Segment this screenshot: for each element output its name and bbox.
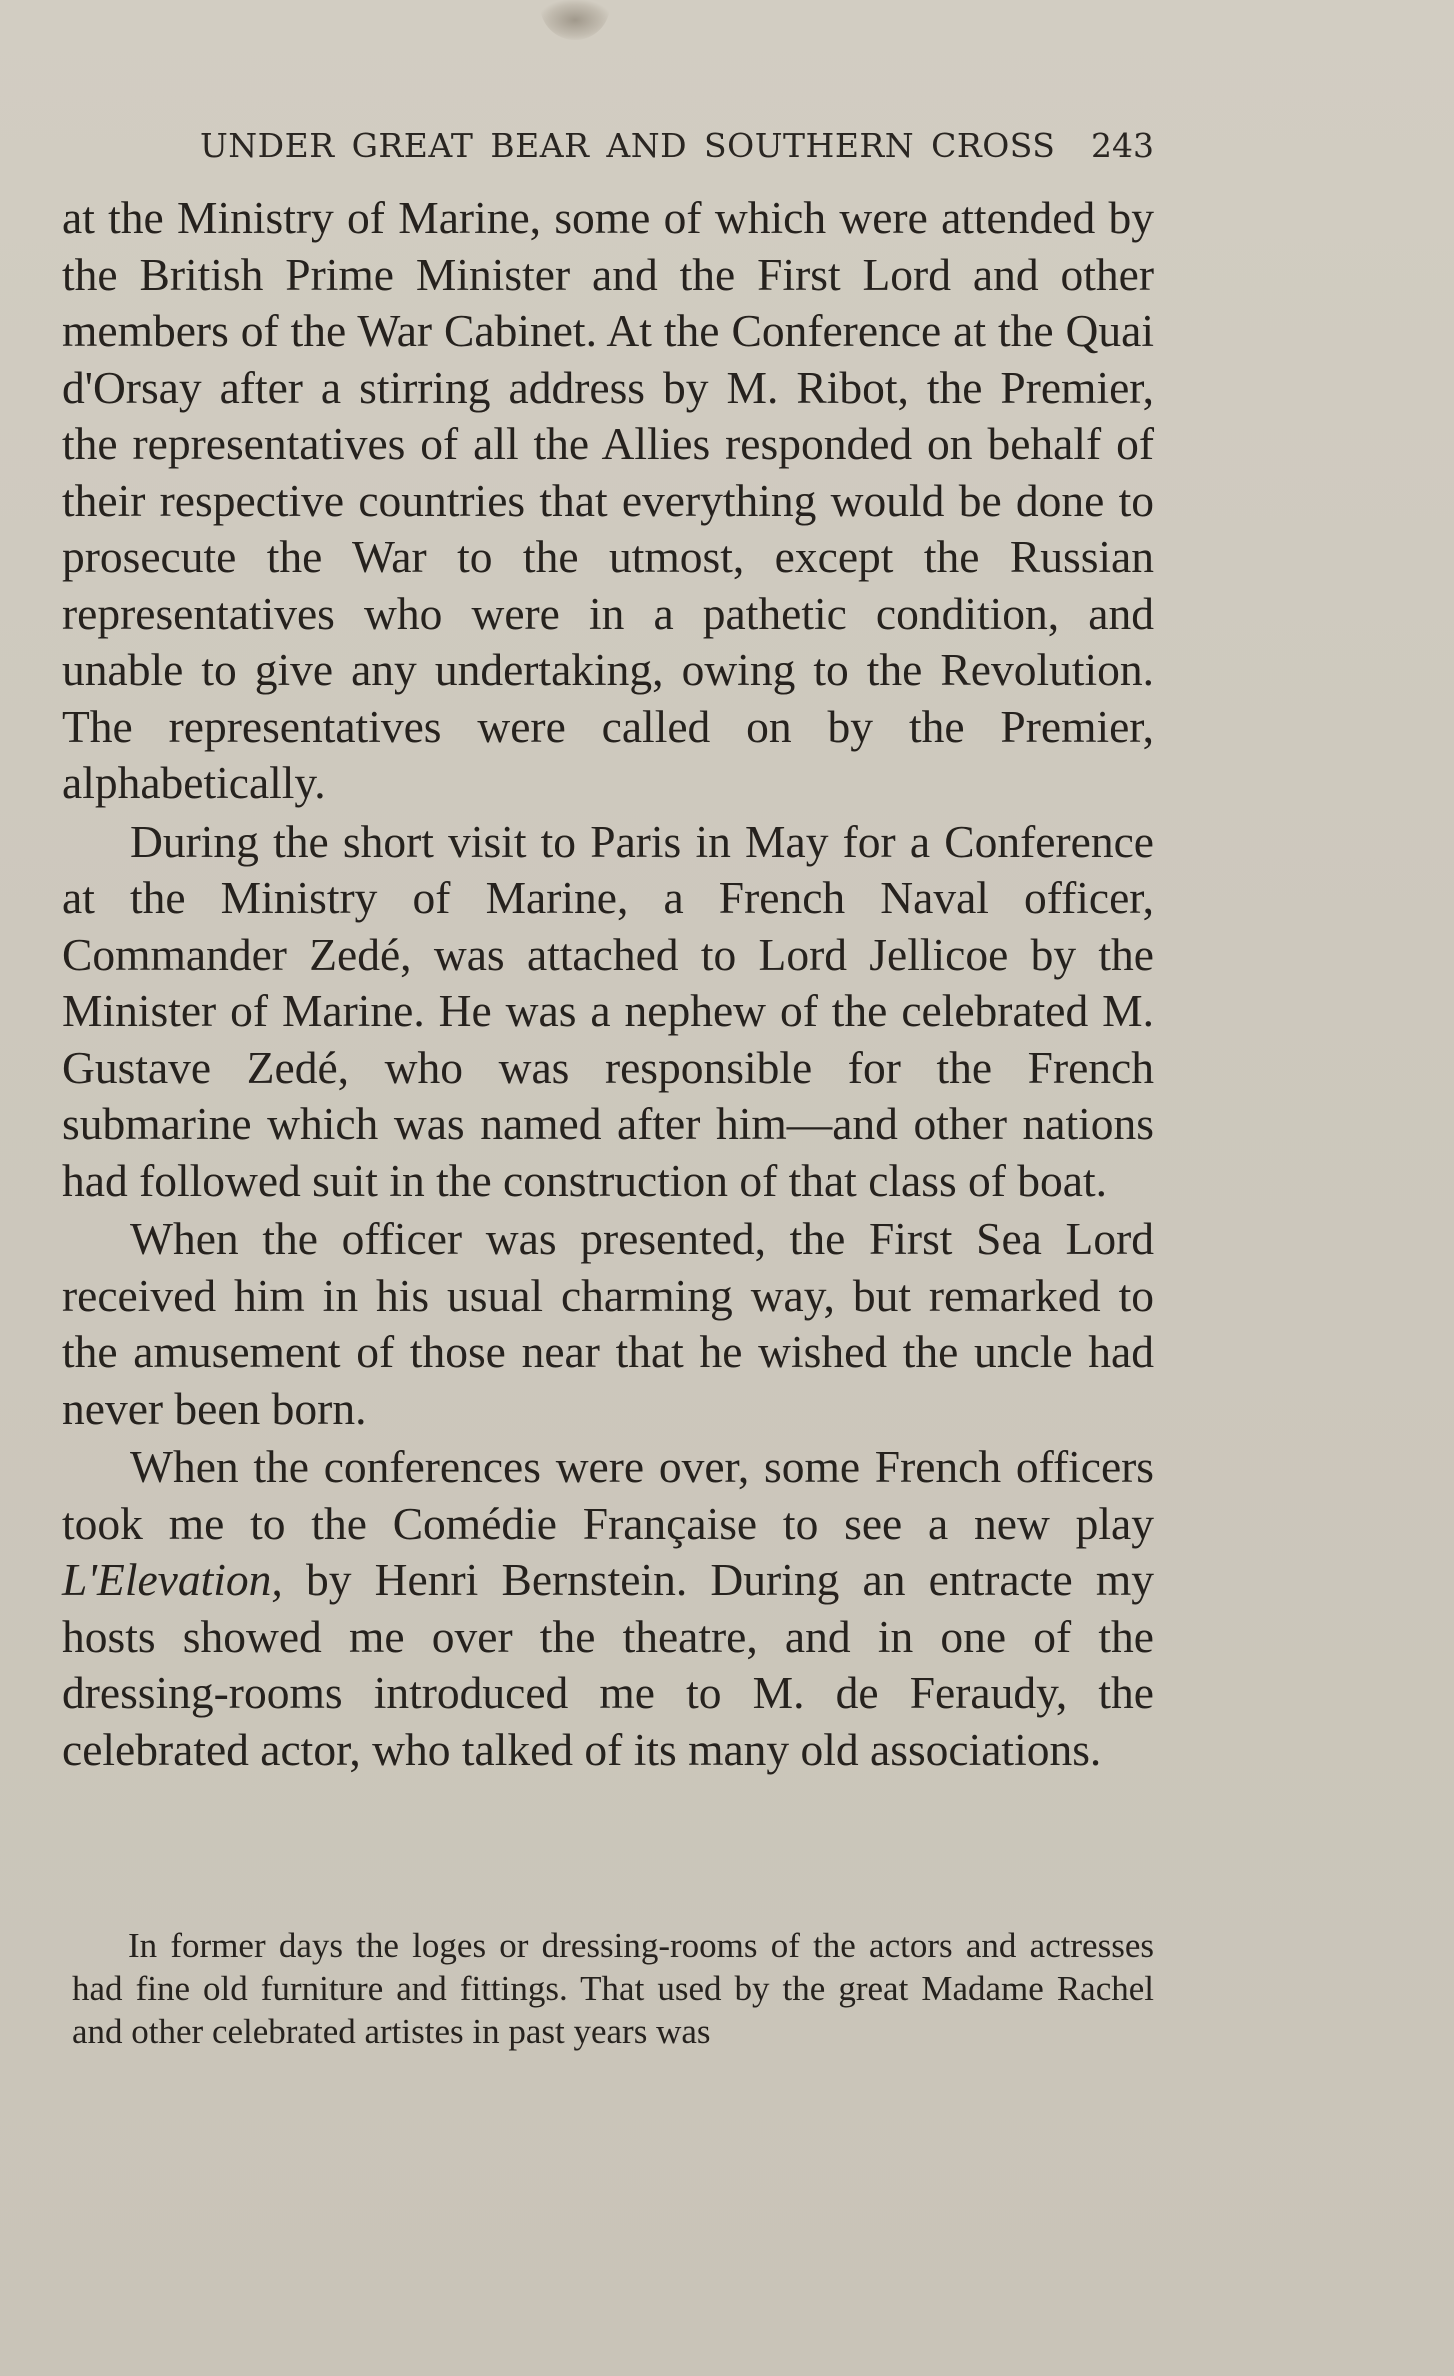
- main-text: [62, 190, 1154, 1778]
- paper-stain: [540, 0, 610, 40]
- paragraph-2: During the short visit to Paris in May for a Conference at the Ministry of Marine, a French Naval officer, Commander Zedé, was attached to Lord Jellicoe by the Minister of Marine. He was a nephew of the celebrated M. Gustave Zedé, who was responsible for the French submarine which was named after him—and other nations had followed suit in the construction of that class of boat.: [62, 815, 1154, 1206]
- page-header: [62, 122, 1154, 172]
- paragraph-3: When the officer was presented, the First Sea Lord received him in his usual charming way, but remarked to the amusement of those near that he wished the uncle had never been born.: [62, 1213, 1154, 1434]
- paragraph-4-before: When the conferences were over, some French officers took me to the Comédie Française to see a new play: [62, 1441, 1154, 1549]
- running-head: UNDER GREAT BEAR AND SOUTHERN CROSS: [200, 126, 1056, 165]
- paragraph-1: at the Ministry of Marine, some of which were attended by the British Prime Minister and the First Lord and other members of the War Cabinet. At the Conference at the Quai d'Orsay after a stirring address by M. Ribot, the Premier, the representatives of all the Allies responded on behalf of their respective countries that everything would be done to prosecute the War to the utmost, except the Russian representatives who were in a pathetic condition, and unable to give any undertaking, owing to the Revolution. The representatives were called on by the Premier, alphabetically.: [62, 192, 1154, 808]
- footnote-text: In former days the loges or dressing-rooms of the actors and actresses had fine old furniture and fittings. That used by the great Madame Rachel and other celebrated artistes in past years was: [72, 1926, 1154, 2051]
- page-number: 243: [1091, 126, 1154, 165]
- play-title: L'Elevation,: [62, 1554, 283, 1605]
- paragraph-4: [62, 1439, 1154, 1778]
- footnote: [72, 1924, 1154, 2053]
- paragraph-4-after: by Henri Bernstein. During an entracte my hosts showed me over the theatre, and in one of the dressing-rooms introduced me to M. de Feraudy, the celebrated actor, who talked of its many old associations.: [62, 1554, 1154, 1775]
